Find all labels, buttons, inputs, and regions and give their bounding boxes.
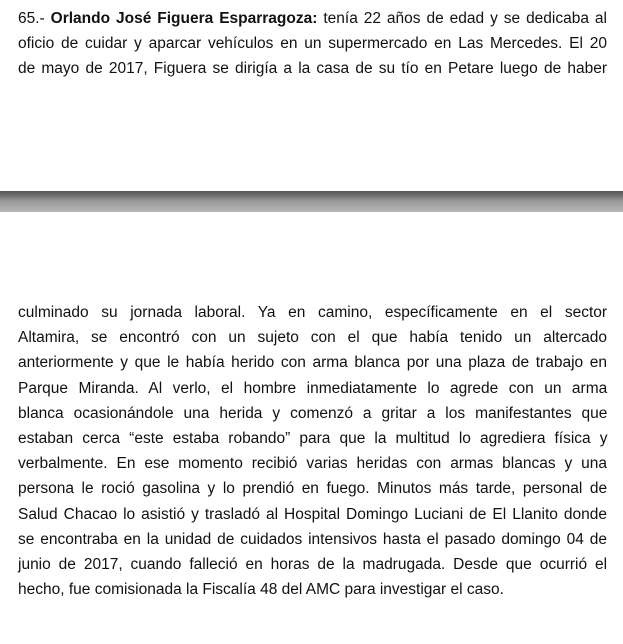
text-line: blanca ocasionándole una herida y comenzó a gritar a los manifestantes que [18, 404, 608, 422]
text-line: junio de 2017, cuando falleció en horas de la madrugada. Desde que ocurrió el [18, 556, 608, 574]
text-line: hecho, fue comisionada la Fiscalía 48 del AMC para investigar el caso. [18, 581, 504, 599]
text-line: culminado su jornada laboral. Ya en camino, específicamente en el sector [18, 304, 608, 321]
text-line: estaban cerca “este estaba robando” para que la multitud lo agrediera física y [18, 430, 608, 448]
text-line: de mayo de 2017, Figuera se dirigía a la casa de su tío en Petare luego de haber [18, 60, 607, 78]
text-line: anteriormente y que le había herido con arma blanca por una plaza de trabajo en [18, 354, 607, 372]
text-line: oficio de cuidar y aparcar vehículos en un supermercado en Las Mercedes. El 20 [18, 35, 607, 53]
paragraph-start [18, 6, 607, 82]
entry-number: 65.- [18, 10, 45, 27]
text-line: verbalmente. En ese momento recibió varias heridas con armas blancas y una [18, 455, 607, 473]
text-line: persona le roció gasolina y lo prendió en fuego. Minutos más tarde, personal de [18, 480, 608, 498]
line-text: tenía 22 años de edad y se dedicaba al [323, 10, 607, 27]
text-line: Salud Chacao lo asistió y trasladó al Hospital Domingo Luciani de El Llanito donde [18, 505, 607, 523]
text-line: Altamira, se encontró con un sujeto con el que había tenido un altercado [18, 329, 608, 347]
text-line: se encontraba en la unidad de cuidados intensivos hasta el pasado domingo 04 de [18, 530, 607, 548]
page-break-divider [0, 191, 623, 212]
page-segment-top [0, 0, 623, 191]
text-line: Parque Miranda. Al verlo, el hombre inmediatamente lo agrede con un arma [18, 379, 608, 397]
entry-name: Orlando José Figuera Esparragoza: [50, 10, 318, 27]
paragraph-continuation [18, 300, 607, 602]
text-line [18, 6, 607, 31]
